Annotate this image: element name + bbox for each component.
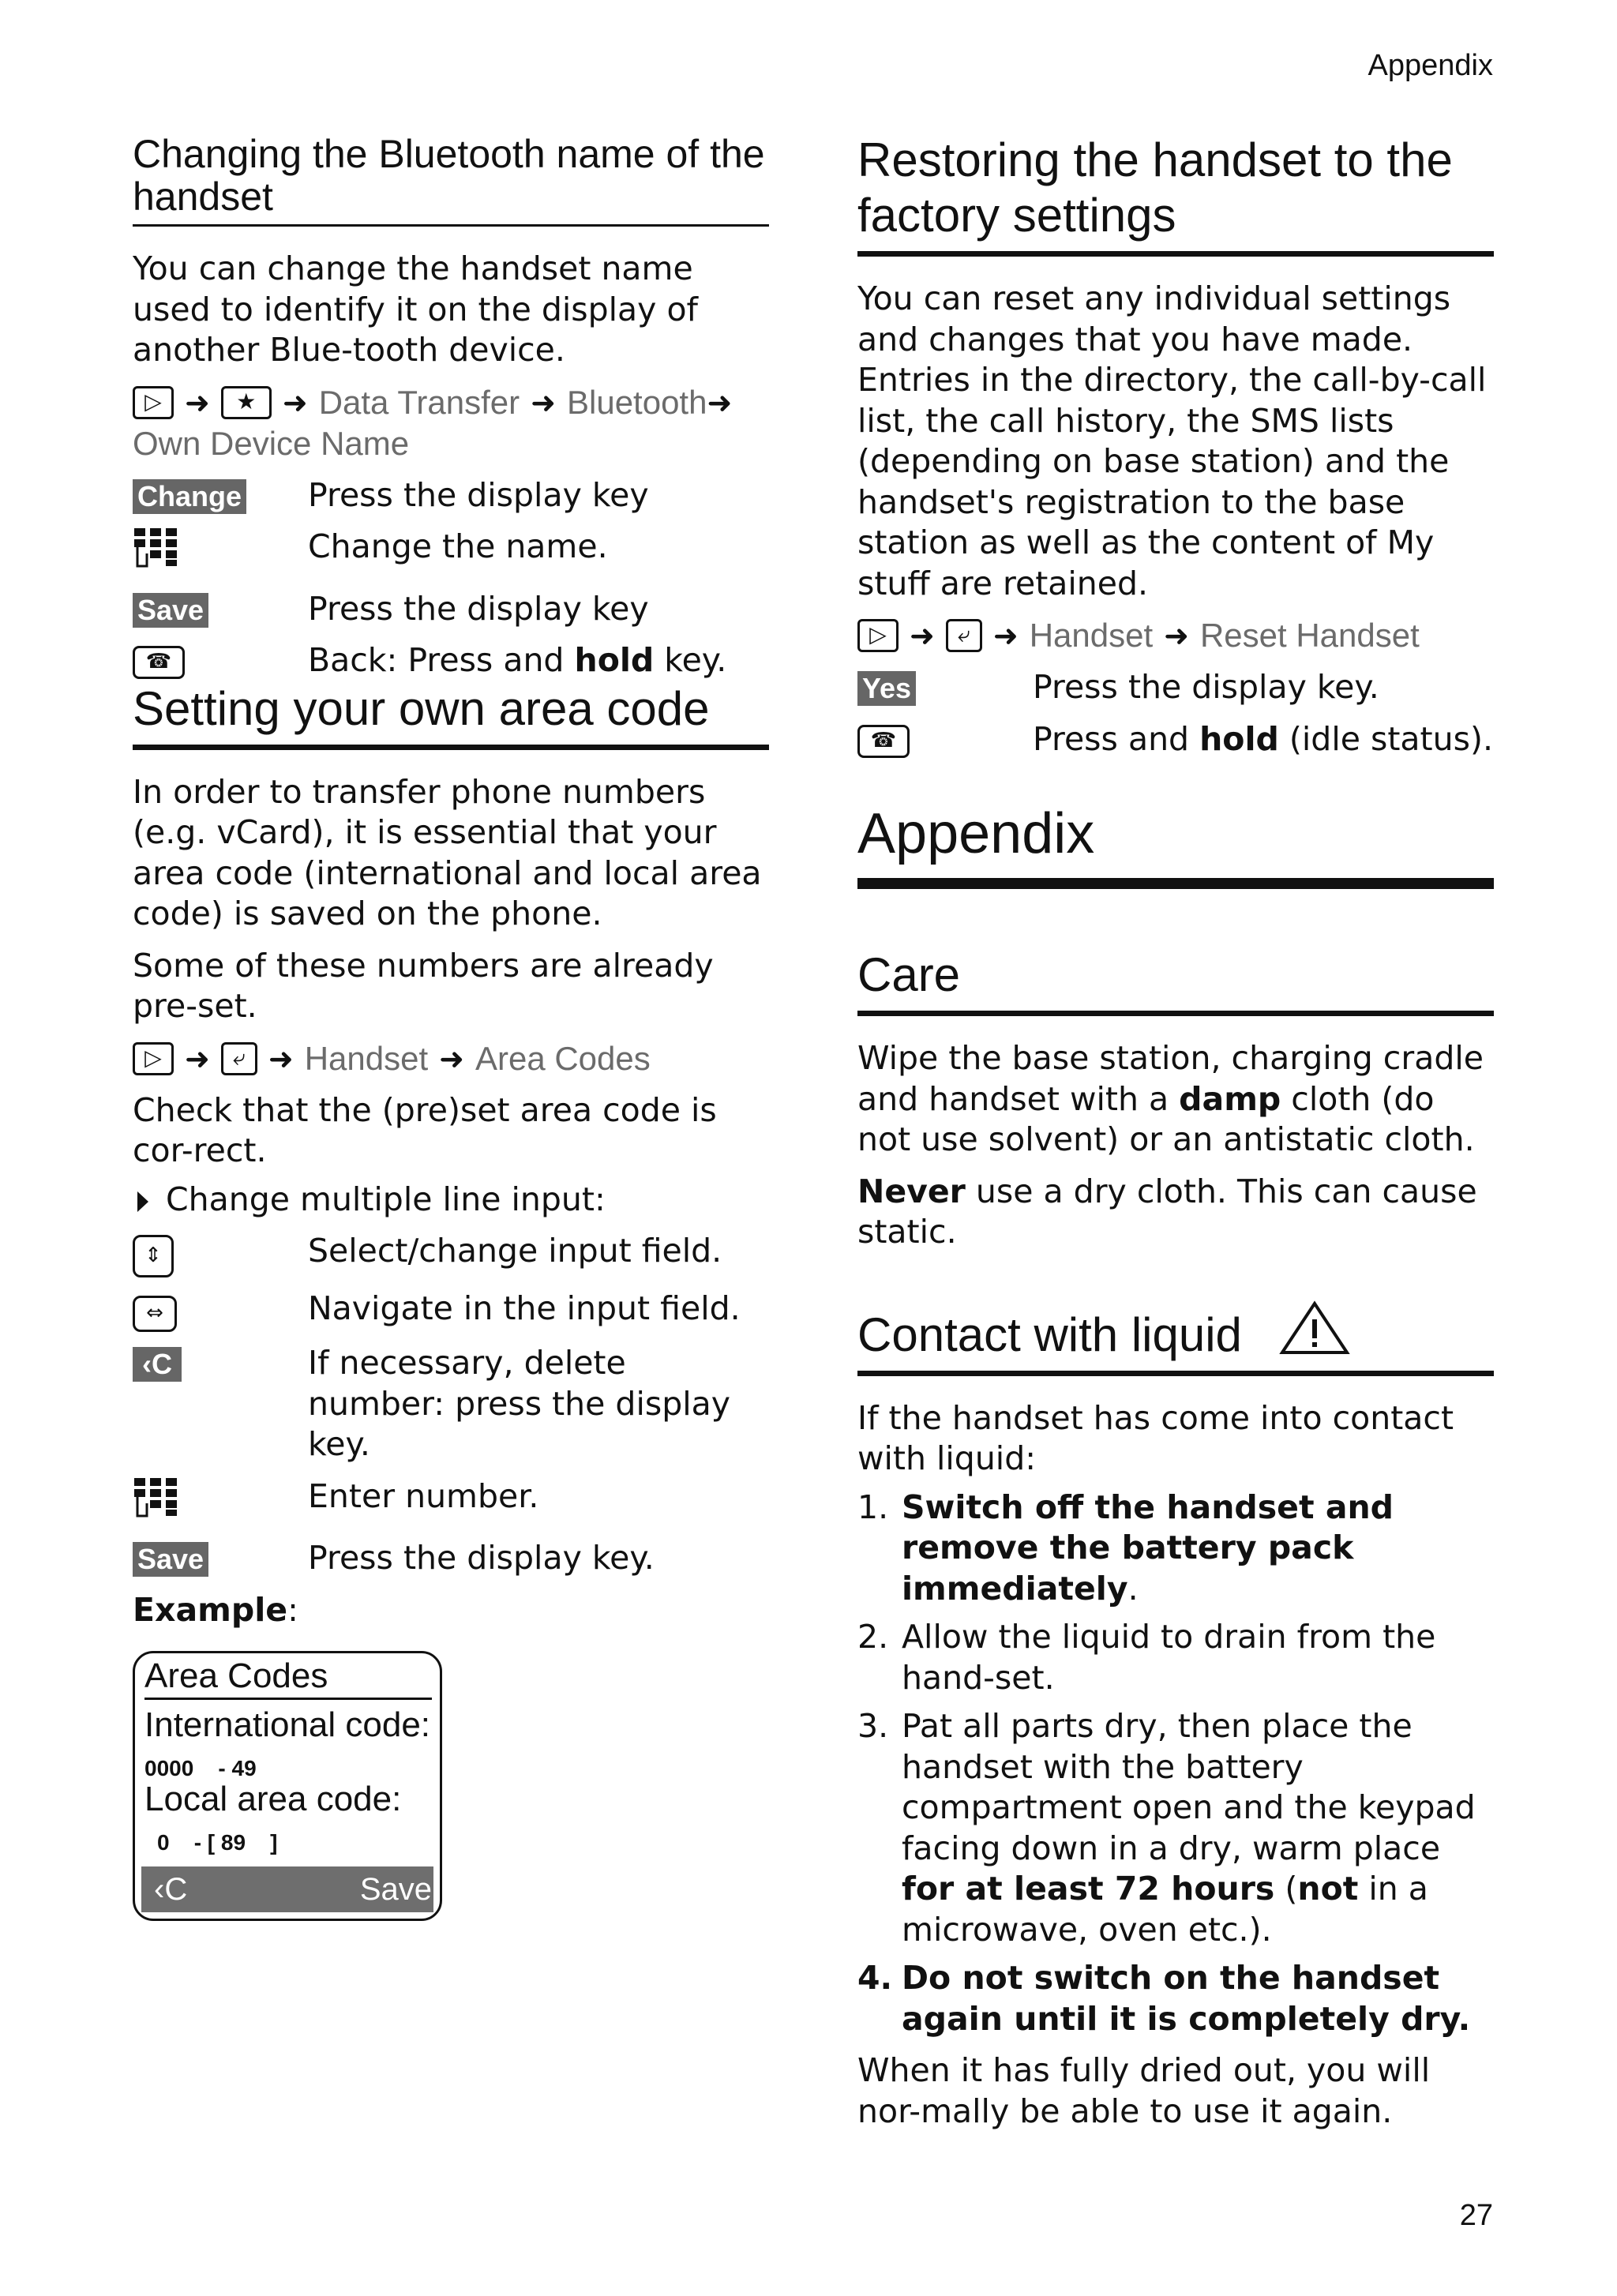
- arrow-icon: ➜: [185, 1041, 210, 1076]
- instruction-row: [133, 1343, 769, 1465]
- bt-name-nav-path: [133, 382, 769, 464]
- area-code-heading: Setting your own area code: [133, 681, 769, 750]
- list-item: 4. Do not switch on the handset again until it is completely dry.: [857, 1959, 1471, 2038]
- arrow-icon: ➜: [1164, 618, 1189, 653]
- area-code-p1: In order to transfer phone numbers (e.g. vCard), it is essential that your area code (international and local area code) is saved on the phone.: [133, 772, 762, 932]
- handset-display-example: [133, 1651, 442, 1921]
- instruction-row: [133, 640, 769, 681]
- area-code-p3: Check that the (pre)set area code is cor-rect.: [133, 1090, 717, 1169]
- settings-wrench-icon: ⤶: [946, 619, 982, 652]
- menu-key-icon: ▷: [133, 1042, 174, 1075]
- display-key-yes: Yes: [857, 671, 916, 706]
- instruction-row: [133, 1538, 769, 1579]
- arrow-icon: ➜: [707, 385, 733, 420]
- care-p2: Never use a dry cloth. This can cause static.: [857, 1172, 1477, 1251]
- display-key-save: Save: [133, 593, 208, 628]
- arrow-icon: ➜: [282, 385, 308, 420]
- keypad-icon: [133, 1476, 178, 1518]
- instruction-row: [857, 667, 1494, 708]
- instruction-text: Back: Press and hold key.: [308, 641, 727, 679]
- area-code-p2: Some of these numbers are already pre-set.: [133, 946, 714, 1025]
- instruction-text: Enter number.: [308, 1476, 539, 1515]
- nav-step: Bluetooth: [566, 383, 707, 421]
- list-item: 1. Switch off the handset and remove the battery pack immediately.: [857, 1488, 1394, 1608]
- instruction-text: Press and hold (idle status).: [1033, 719, 1493, 758]
- instruction-text: Press the display key: [308, 475, 649, 514]
- display-softkey-left: ‹C: [154, 1871, 188, 1907]
- delete-key-icon: ‹C: [133, 1347, 182, 1382]
- warning-triangle-icon: [1279, 1300, 1350, 1356]
- liquid-steps: [857, 1488, 1494, 2040]
- instruction-text: If necessary, delete number: press the display key.: [308, 1344, 731, 1463]
- restore-p1: You can reset any individual settings and changes that you have made. Entries in the directory, the call-by-call list, the call history, the SMS lists (depending on base station) and the handset's registration to the base station as well as the content of My stuff are retained.: [857, 279, 1487, 602]
- nav-step: Area Codes: [475, 1039, 651, 1077]
- arrow-icon: ➜: [268, 1041, 294, 1076]
- bullet-item: Change multiple line input:: [133, 1180, 769, 1221]
- instruction-text: Press the display key.: [1033, 668, 1379, 706]
- list-item: 2. Allow the liquid to drain from the hand-set.: [857, 1618, 1436, 1697]
- display-value: 0 - [ 89 ]: [157, 1830, 278, 1855]
- instruction-text: Change the name.: [308, 527, 608, 565]
- arrow-icon: ➜: [439, 1041, 464, 1076]
- appendix-heading: Appendix: [857, 802, 1494, 889]
- care-p1: Wipe the base station, charging cradle and handset with a damp cloth (do not use solvent) or an antistatic cloth.: [857, 1039, 1484, 1158]
- end-call-key-icon: ☎: [857, 725, 910, 758]
- nav-step: Data Transfer: [318, 383, 520, 421]
- display-key-save: Save: [133, 1542, 208, 1577]
- arrow-icon: ➜: [992, 618, 1019, 653]
- liquid-heading: Contact with liquid: [857, 1300, 1494, 1376]
- bt-name-intro: You can change the handset name used to identify it on the display of another Blue-tooth device.: [133, 249, 698, 369]
- menu-key-icon: ▷: [133, 386, 174, 419]
- liquid-outro: When it has fully dried out, you will nor-mally be able to use it again.: [857, 2051, 1431, 2130]
- instruction-row: [133, 589, 769, 630]
- bt-name-heading: Changing the Bluetooth name of the handset: [133, 133, 769, 227]
- keypad-icon: [133, 527, 178, 568]
- instruction-row: [133, 1476, 769, 1528]
- nav-step: Reset Handset: [1199, 617, 1420, 654]
- display-value: 0000 - 49: [144, 1756, 257, 1780]
- instruction-row: [133, 475, 769, 516]
- control-key-left-right-icon: ⇔: [133, 1296, 177, 1332]
- arrow-icon: ➜: [910, 618, 935, 653]
- list-item: 3. Pat all parts dry, then place the handset with the battery compartment open and the keypad facing down in a dry, warm place for at least 72 hours (not in a microwave, oven etc.).: [857, 1707, 1476, 1949]
- nav-step: Own Device Name: [133, 424, 410, 462]
- settings-wrench-icon: ⤶: [221, 1042, 257, 1075]
- display-line: Local area code:: [144, 1780, 402, 1818]
- running-head: Appendix: [1368, 49, 1493, 82]
- instruction-text: Select/change input field.: [308, 1232, 722, 1270]
- display-softkey-bar: [141, 1866, 433, 1912]
- page-number: 27: [1459, 2199, 1493, 2232]
- instruction-row: [133, 527, 769, 578]
- menu-key-icon: ▷: [857, 619, 899, 652]
- liquid-intro: If the handset has come into contact with liquid:: [857, 1398, 1454, 1477]
- instruction-text: Press the display key: [308, 589, 649, 628]
- instruction-text: Press the display key.: [308, 1539, 655, 1577]
- instruction-row: [133, 1231, 769, 1277]
- instruction-row: [133, 1289, 769, 1332]
- restore-heading: Restoring the handset to the factory settings: [857, 133, 1494, 257]
- example-label: Example:: [133, 1590, 298, 1629]
- arrow-icon: ➜: [531, 385, 556, 420]
- restore-nav-path: [857, 615, 1494, 656]
- nav-step: Handset: [304, 1039, 429, 1077]
- display-title: Area Codes: [144, 1655, 432, 1700]
- instruction-text: Navigate in the input field.: [308, 1289, 741, 1327]
- display-softkey-right: Save: [359, 1871, 432, 1907]
- care-heading: Care: [857, 947, 1494, 1016]
- star-key-icon: ★: [221, 386, 272, 419]
- left-column: [133, 133, 769, 1921]
- display-key-change: Change: [133, 479, 246, 514]
- end-call-key-icon: ☎: [133, 646, 185, 679]
- instruction-row: [857, 719, 1494, 760]
- arrow-icon: ➜: [185, 385, 210, 420]
- triangle-bullet-icon: [137, 1191, 148, 1212]
- display-line: International code:: [144, 1705, 431, 1744]
- right-column: [857, 133, 1494, 2132]
- control-key-up-down-icon: ⇕: [133, 1235, 174, 1277]
- area-code-nav-path: [133, 1038, 769, 1079]
- nav-step: Handset: [1029, 617, 1154, 654]
